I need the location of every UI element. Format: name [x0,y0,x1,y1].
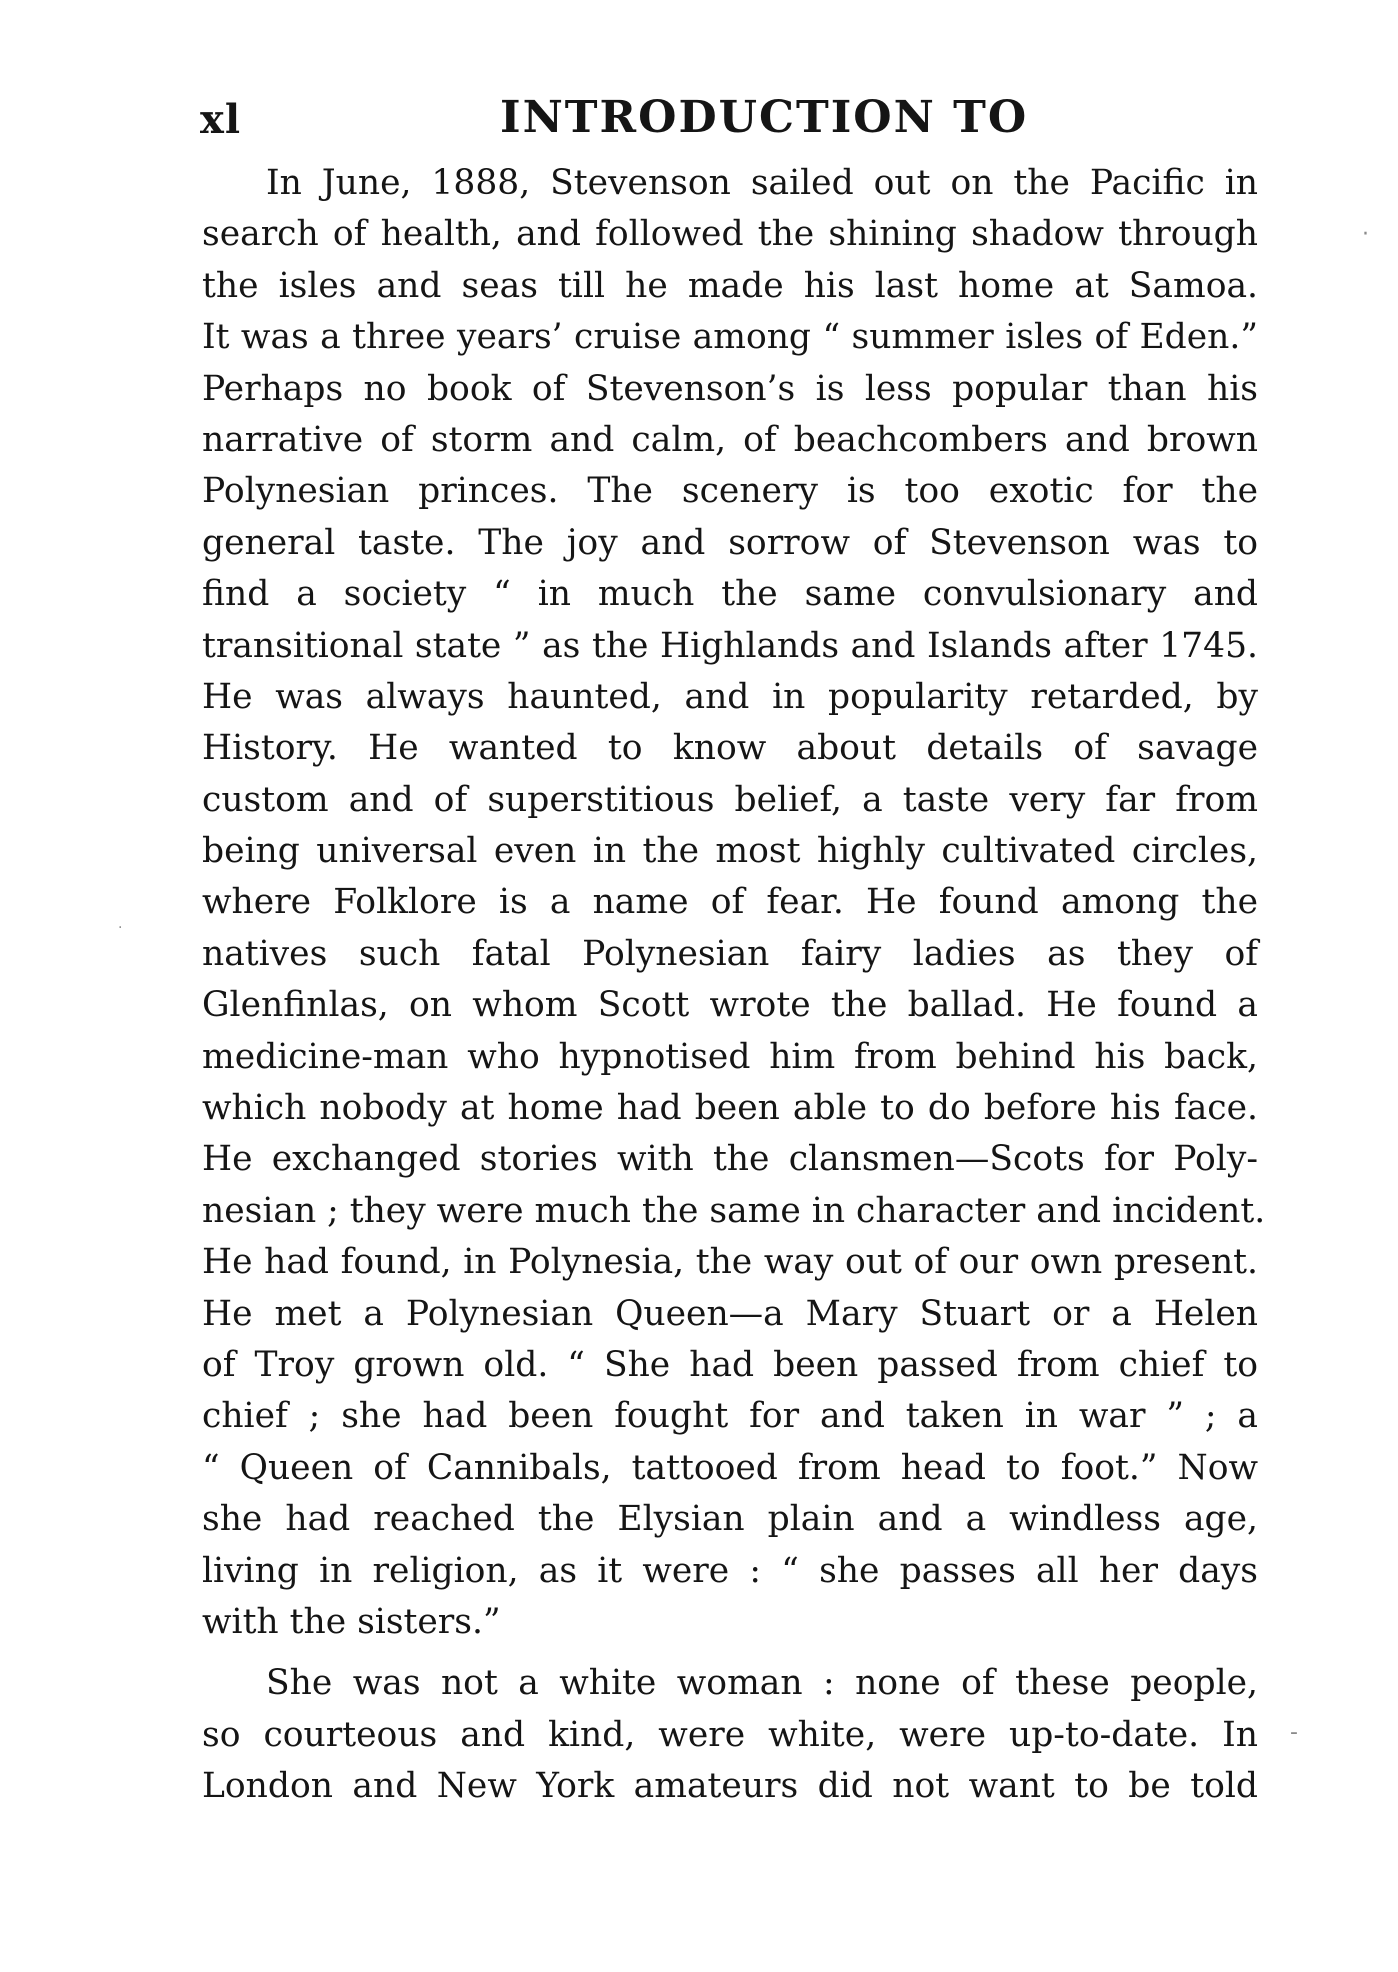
text-line: she had reached the Elysian plain and a windless age, [202,1499,1258,1540]
text-line: of Troy grown old. “ She had been passed from chief to [202,1344,1258,1385]
text-line: He exchanged stories with the clansmen—Scots for Poly- [202,1139,1258,1180]
paragraph [202,1658,1258,1812]
text-line: “ Queen of Cannibals, tattooed from head to foot.” Now [202,1447,1258,1488]
text-line: living in religion, as it were : “ she passes all her days [202,1550,1258,1591]
text-line: so courteous and kind, were white, were up-to-date. In [202,1714,1258,1755]
text-line: She was not a white woman : none of these people, [266,1663,1258,1704]
text-line: narrative of storm and calm, of beachcombers and brown [202,419,1258,460]
paragraph [202,158,1266,1648]
text-line: Polynesian princes. The scenery is too exotic for the [202,471,1258,512]
text-line: which nobody at home had been able to do before his face. [202,1088,1258,1129]
text-line: transitional state ” as the Highlands and Islands after 1745. [202,625,1258,666]
text-line: Perhaps no book of Stevenson’s is less popular than his [202,368,1258,409]
text-line: natives such fatal Polynesian fairy ladies as they of [202,933,1258,974]
body-text [202,158,1266,1813]
text-line: Glenfinlas, on whom Scott wrote the ballad. He found a [202,985,1258,1026]
text-line: He had found, in Polynesia, the way out of our own present. [202,1242,1258,1283]
text-line: chief ; she had been fought for and taken in war ” ; a [202,1396,1258,1437]
text-line: In June, 1888, Stevenson sailed out on the Pacific in [266,163,1258,203]
text-line: search of health, and followed the shining shadow through [202,214,1258,255]
text-line: custom and of superstitious belief, a taste very far from [202,779,1258,820]
text-line: It was a three years’ cruise among “ summer isles of Eden.” [202,317,1258,358]
running-title: INTRODUCTION TO [500,92,1029,143]
text-line: London and New York amateurs did not want to be told [202,1766,1258,1807]
scan-speck: · [1362,222,1369,247]
text-line: where Folklore is a name of fear. He found among the [202,882,1258,923]
text-line: being universal even in the most highly cultivated circles, [202,831,1258,872]
text-line: find a society “ in much the same convulsionary and [202,574,1258,615]
page-number: xl [200,96,242,143]
text-line: He met a Polynesian Queen—a Mary Stuart or a Helen [202,1293,1258,1334]
scan-speck: - [1290,1720,1298,1745]
text-line: nesian ; they were much the same in character and incident. [202,1190,1266,1231]
text-line: general taste. The joy and sorrow of Stevenson was to [202,522,1258,563]
text-line: with the sisters.” [202,1601,501,1642]
text-line: medicine-man who hypnotised him from behind his back, [202,1036,1258,1077]
text-line: He was always haunted, and in popularity retarded, by [202,676,1258,717]
page-header [200,92,1260,152]
scan-speck: · [118,920,123,936]
text-line: the isles and seas till he made his last home at Samoa. [202,265,1258,306]
text-line: History. He wanted to know about details of savage [202,728,1258,769]
